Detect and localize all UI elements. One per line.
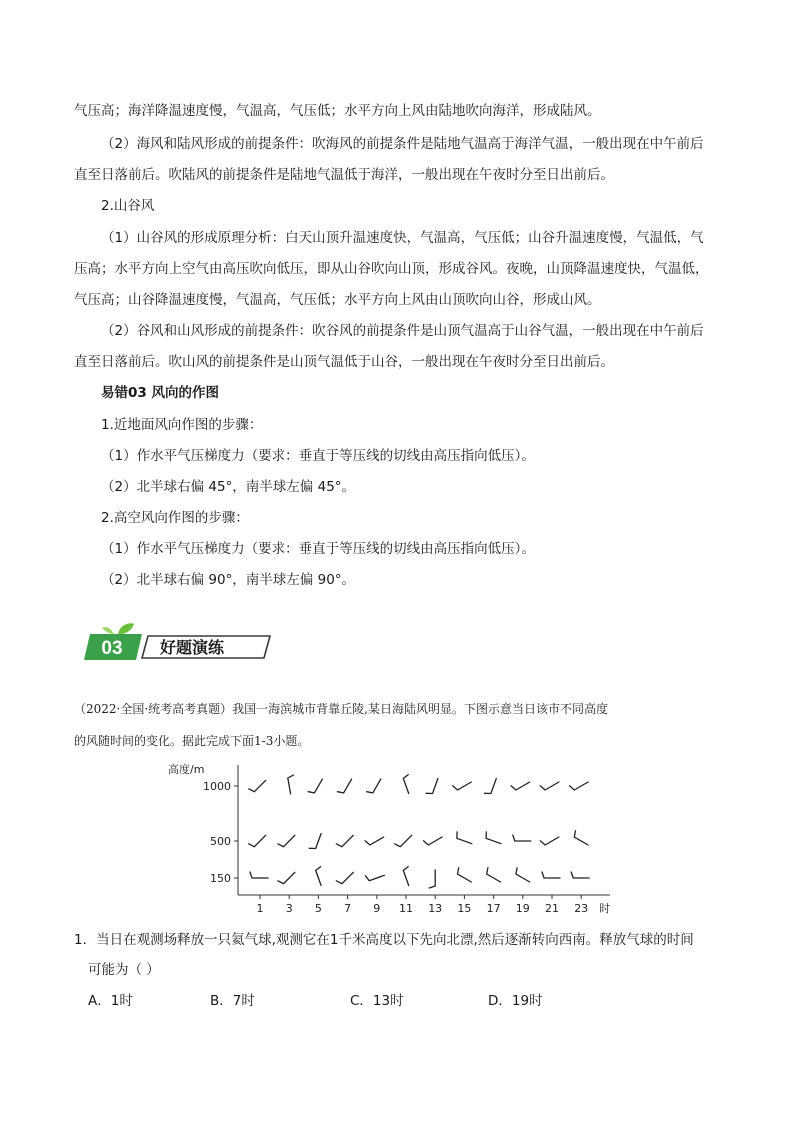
x-tick-label: 3 [285, 902, 293, 915]
wind-barb [516, 868, 530, 882]
wind-barb [540, 782, 559, 790]
x-tick-label: 9 [373, 902, 381, 915]
wind-barb [570, 782, 589, 790]
text-line: 直至日落前后。吹陆风的前提条件是陆地气温低于海洋，一般出现在午夜时分至日出前后。 [74, 167, 614, 183]
option-b[interactable]: B．7时 [210, 993, 255, 1009]
wind-barb [485, 779, 497, 794]
x-tick-label: 1 [256, 902, 264, 915]
wind-barb [288, 775, 294, 794]
wind-barb [403, 775, 408, 794]
x-tick-label: 13 [428, 902, 443, 915]
wind-barb [395, 835, 412, 846]
option-a[interactable]: A．1时 [88, 993, 133, 1009]
wind-barb [336, 835, 353, 846]
text-line: （2）北半球右偏 90°，南半球左偏 90°。 [101, 572, 356, 588]
wind-barb [486, 832, 501, 844]
wind-barb [426, 779, 438, 794]
wind-barb [424, 837, 443, 845]
question-stem: 1．当日在观测场释放一只氦气球,观测它在1千米高度以下先向北漂,然后逐渐转向西南。释放气球的时间 [74, 932, 694, 948]
text-line: （2）谷风和山风形成的前提条件：吹谷风的前提条件是山顶气温高于山谷气温，一般出现在中午前后 [101, 323, 704, 339]
y-tick-label: 1000 [203, 780, 231, 793]
text-line: 气压高；山谷降温速度慢，气温高，气压低；水平方向上风由山顶吹向山谷，形成山风。 [74, 292, 601, 308]
y-axis-label: 高度/m [168, 763, 205, 776]
wind-barb [513, 835, 531, 841]
text-line: 2.高空风向作图的步骤： [101, 510, 249, 526]
wind-barb [540, 837, 559, 845]
wind-barb [365, 875, 384, 880]
wind-barb [574, 831, 588, 845]
section-banner [84, 622, 274, 662]
wind-barb [249, 780, 266, 791]
x-tick-label: 15 [457, 902, 472, 915]
text-line: 气压高；海洋降温速度慢，气温高，气压低；水平方向上风由陆地吹向海洋，形成陆风。 [74, 103, 601, 119]
wind-barb [457, 832, 472, 844]
wind-barb [511, 782, 530, 790]
wind-barb [571, 872, 589, 878]
text-line: 压高；水平方向上空气由高压吹向低压，即从山谷吹向山顶，形成谷风。夜晚，山顶降温速度快，气温低， [74, 261, 709, 277]
text-line: （1）山谷风的形成原理分析：白天山顶升温速度快，气温高，气压低；山谷升温速度慢，气温低，气 [101, 230, 704, 246]
x-tick-label: 5 [314, 902, 322, 915]
wind-barb [250, 872, 268, 878]
wind-barb [367, 779, 381, 793]
wind-barb [429, 870, 435, 888]
option-d[interactable]: D．19时 [488, 993, 543, 1009]
wind-barb [487, 868, 501, 882]
text-line: （2）北半球右偏 45°，南半球左偏 45°。 [101, 479, 356, 495]
text-line: （1）作水平气压梯度力（要求：垂直于等压线的切线由高压指向低压）。 [101, 448, 535, 464]
y-tick-label: 500 [210, 835, 231, 848]
wind-barb [365, 837, 384, 845]
question-intro: 的风随时间的变化。据此完成下面1-3小题。 [74, 734, 310, 748]
wind-barb [278, 872, 295, 883]
x-tick-label: 7 [344, 902, 352, 915]
wind-barb [542, 872, 560, 878]
section-heading: 易错03 风向的作图 [101, 385, 219, 401]
wind-barb [316, 867, 321, 886]
x-tick-label: 19 [515, 902, 530, 915]
text-line: （1）作水平气压梯度力（要求：垂直于等压线的切线由高压指向低压）。 [101, 541, 535, 557]
text-line: （2）海风和陆风形成的前提条件：吹海风的前提条件是陆地气温高于海洋气温，一般出现在中午前后 [101, 136, 704, 152]
option-c[interactable]: C．13时 [350, 993, 404, 1009]
x-tick-label: 11 [399, 902, 413, 915]
y-tick-label: 150 [210, 872, 231, 885]
wind-barb [308, 779, 322, 793]
text-line: 直至日落前后。吹山风的前提条件是山顶气温低于山谷，一般出现在午夜时分至日出前后。 [74, 354, 614, 370]
x-tick-label: 17 [486, 902, 501, 915]
section-heading: 2.山谷风 [101, 198, 155, 214]
x-tick-label: 21 [545, 902, 559, 915]
wind-barb [403, 867, 408, 886]
wind-barb [309, 834, 321, 849]
wind-chart [160, 755, 630, 920]
text-line: 1.近地面风向作图的步骤： [101, 417, 263, 433]
question-stem: 可能为（ ） [88, 962, 160, 978]
wind-barb [458, 868, 472, 882]
wind-barb [336, 872, 353, 883]
x-tick-label: 23 [574, 902, 589, 915]
leaf-icon [102, 627, 114, 634]
banner-number: 03 [101, 638, 123, 659]
wind-barb [337, 779, 351, 793]
wind-barb [278, 835, 295, 846]
wind-barb [453, 782, 472, 790]
question-intro: （2022·全国·统考高考真题）我国一海滨城市背靠丘陵,某日海陆风明显。下图示意当日该市不同高度 [74, 702, 608, 716]
x-axis-label: 时 [599, 902, 611, 915]
banner-title: 好题演练 [160, 638, 225, 657]
wind-barb [249, 835, 266, 846]
leaf-icon [118, 623, 134, 634]
